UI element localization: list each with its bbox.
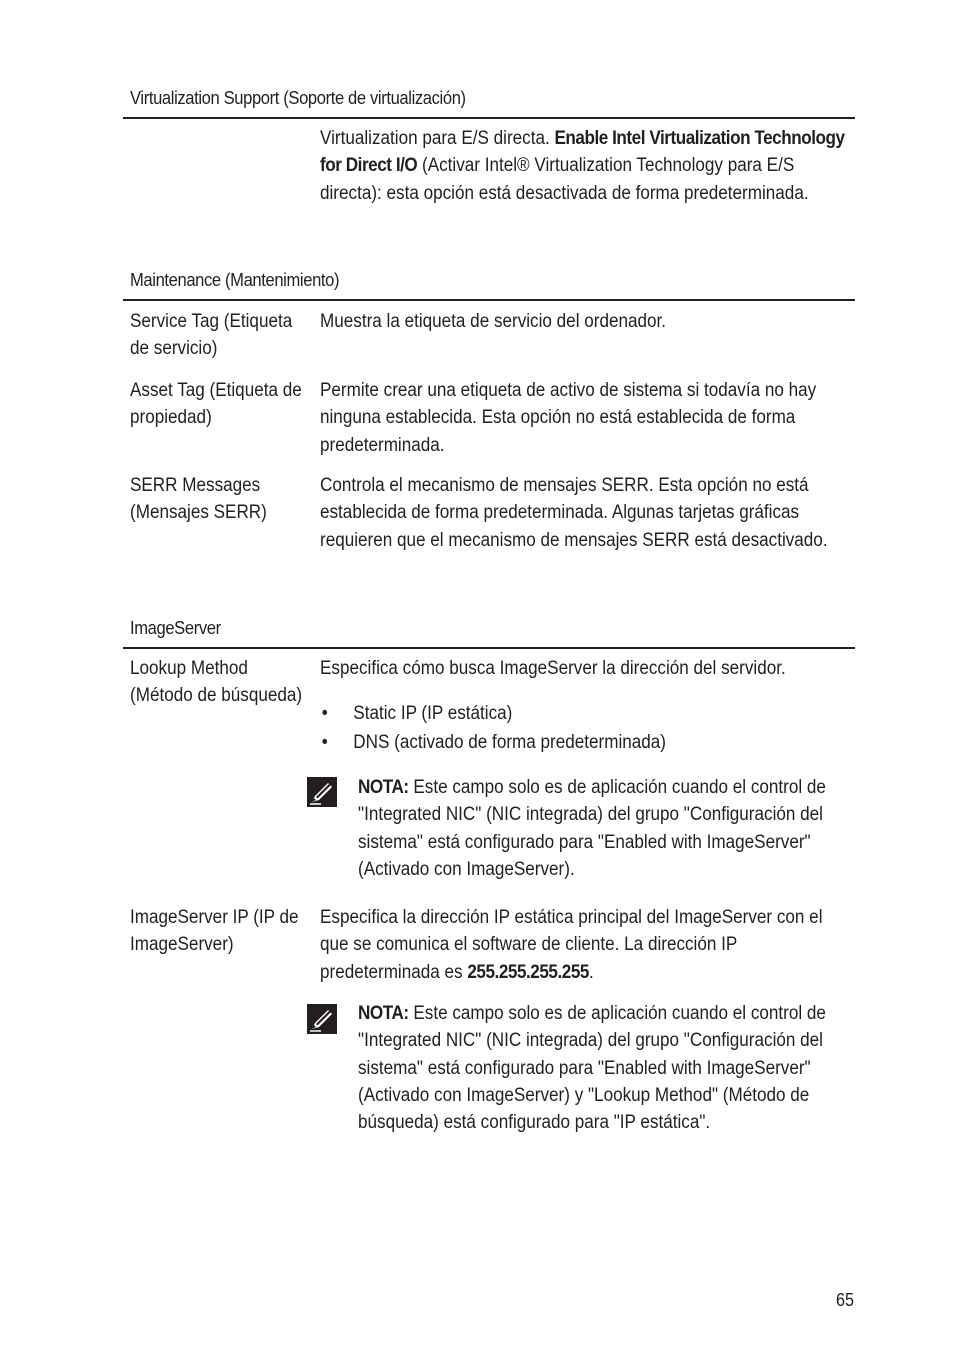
desc-text: (Activar Intel® Virtualization Technology para E/S directa): esta opción está desactivada de forma predeterminada.	[320, 155, 809, 204]
pencil-note-icon	[307, 1004, 337, 1034]
desc-text: .	[588, 961, 594, 983]
section-rule	[123, 647, 855, 649]
note-body: Este campo solo es de aplicación cuando el control de "Integrated NIC" (NIC integrada) del grupo "Configuración del sistema" está configurado para "Enabled with ImageServer" (Activado con ImageServer).	[358, 777, 826, 880]
term-imageserver-ip: ImageServer IP (IP de ImageServer)	[130, 907, 299, 956]
note-label: NOTA:	[358, 777, 409, 798]
note-lookup-method	[358, 774, 857, 883]
section-rule	[123, 299, 855, 301]
section-title-virtualization: Virtualization Support (Soporte de virtualización)	[130, 88, 466, 108]
default-ip-value: 255.255.255.255	[467, 961, 589, 983]
bullet: •	[321, 732, 328, 753]
list-item	[320, 699, 824, 728]
bullet-text: Static IP (IP estática)	[353, 703, 513, 724]
virtualization-description	[320, 125, 853, 207]
desc-text: Virtualization para E/S directa.	[320, 128, 555, 149]
section-title-imageserver: ImageServer	[130, 618, 221, 638]
desc-asset-tag: Permite crear una etiqueta de activo de sistema si todavía no hay ninguna establecida. Esta opción no está establecida de forma predeterminada.	[320, 380, 817, 456]
desc-bold-text: Enable Intel Virtualization Technology for Direct I/O	[320, 128, 845, 177]
desc-service-tag: Muestra la etiqueta de servicio del ordenador.	[320, 311, 667, 332]
desc-lookup-method: Especifica cómo busca ImageServer la dirección del servidor.	[320, 658, 786, 679]
section-rule	[123, 117, 855, 119]
desc-serr-messages: Controla el mecanismo de mensajes SERR. Esta opción no está establecida de forma predeterminada. Algunas tarjetas gráficas requieren que el mecanismo de mensajes SERR está desactivado.	[320, 475, 828, 551]
pencil-note-icon	[307, 777, 337, 807]
desc-text: Especifica la dirección IP estática principal del ImageServer con el que se comunica el software de cliente. La dirección IP predeterminada es	[320, 907, 823, 983]
desc-imageserver-ip	[320, 904, 853, 986]
term-asset-tag: Asset Tag (Etiqueta de propiedad)	[130, 380, 302, 429]
term-service-tag: Service Tag (Etiqueta de servicio)	[130, 311, 293, 360]
note-body: Este campo solo es de aplicación cuando el control de "Integrated NIC" (NIC integrada) del grupo "Configuración del sistema" está configurado para "Enabled with ImageServer" (Activado con ImageServer) y "Lookup Method" (Método de búsqueda) está configurado para "IP estática".	[358, 1003, 826, 1134]
bullet: •	[321, 703, 328, 724]
bullet-text: DNS (activado de forma predeterminada)	[353, 732, 666, 753]
note-imageserver-ip	[358, 1000, 857, 1136]
lookup-method-options	[320, 699, 824, 757]
term-serr-messages: SERR Messages (Mensajes SERR)	[130, 475, 267, 524]
note-label: NOTA:	[358, 1003, 409, 1024]
list-item	[320, 728, 824, 757]
term-lookup-method: Lookup Method (Método de búsqueda)	[130, 658, 303, 707]
section-title-maintenance: Maintenance (Mantenimiento)	[130, 270, 340, 290]
page-number: 65	[836, 1290, 855, 1310]
